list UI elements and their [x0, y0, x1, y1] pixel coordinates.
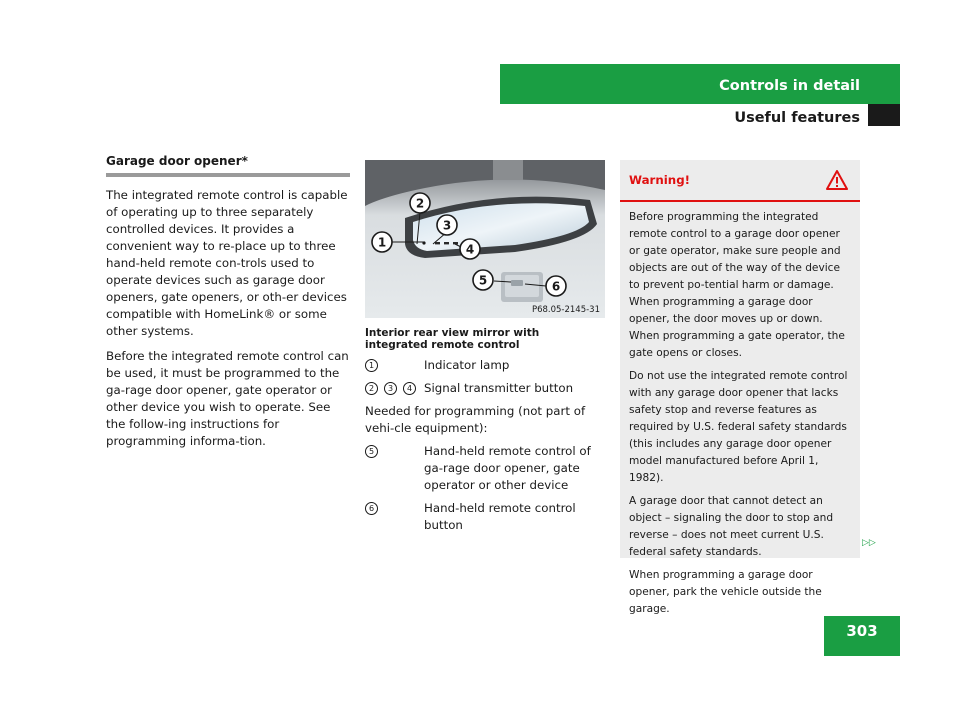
mirror-photo	[365, 160, 605, 318]
legend-item	[365, 443, 607, 494]
heading-rule	[106, 173, 350, 177]
legend-number-5: 5	[365, 445, 378, 458]
section-title: Controls in detail	[719, 78, 860, 94]
warning-paragraph-2: Do not use the integrated remote control with any garage door opener that lacks safety stop and reverse features as required by U.S. federal safety standards (this includes any garage door opener model manufactured before April 1, 1982).	[629, 370, 848, 484]
callout-1: 1	[377, 235, 387, 250]
callout-3: 3	[442, 218, 452, 233]
legend-text-6: Hand-held remote control button	[424, 501, 576, 532]
legend-text-1: Indicator lamp	[424, 358, 510, 372]
continue-icon: ▷▷	[862, 538, 876, 548]
mirror-illustration	[365, 160, 605, 318]
warning-paragraph-3: A garage door that cannot detect an object – signaling the door to stop and reverse – does not meet current U.S. federal safety standards.	[629, 495, 834, 558]
callout-2: 2	[415, 196, 425, 211]
legend-number-3: 3	[384, 382, 397, 395]
warning-body	[620, 202, 860, 618]
garage-door-opener-heading: Garage door opener*	[106, 154, 248, 168]
subsection-title: Useful features	[734, 110, 860, 126]
warning-box	[620, 160, 860, 615]
legend-text-5: Hand-held remote control of ga-rage door opener, gate operator or other device	[424, 444, 591, 492]
legend-item	[365, 357, 607, 374]
header-marker	[868, 104, 900, 126]
callout-5: 5	[478, 273, 488, 288]
callout-6: 6	[551, 279, 561, 294]
figure-caption: Interior rear view mirror with integrated remote control	[365, 327, 540, 351]
legend-number-6: 6	[365, 502, 378, 515]
legend-item	[365, 500, 607, 534]
intro-paragraph: The integrated remote control is capable of operating up to three separately controlled devices. It provides a convenient way to re-place up to three hand-held remote con-trols used to operate devices such as garage door openers, gate openers, or oth-er devices compatible with HomeLink® or some other systems.	[106, 188, 348, 338]
figure-legend	[365, 357, 607, 540]
warning-triangle-icon	[826, 169, 848, 191]
legend-number-4: 4	[403, 382, 416, 395]
legend-number-1: 1	[365, 359, 378, 372]
legend-text-2: Signal transmitter button	[424, 381, 574, 395]
photo-code: P68.05-2145-31	[531, 305, 600, 315]
needed-for-programming: Needed for programming (not part of vehi-cle equipment):	[365, 404, 586, 435]
warning-title: Warning!	[629, 173, 691, 187]
legend-item	[365, 380, 607, 397]
left-column	[106, 154, 350, 458]
programming-paragraph: Before the integrated remote control can be used, it must be programmed to the ga-rage door opener, gate operator or other device you wish to operate. See the follow-ing instructions for programming informa-tion.	[106, 349, 349, 448]
warning-paragraph-1: Before programming the integrated remote control to a garage door opener or gate operator, make sure people and objects are out of the way of the device to prevent po-tential harm or damage. When programming a garage door opener, the door moves up or down. When programming a gate operator, the gate opens or closes.	[629, 211, 845, 359]
legend-number-2: 2	[365, 382, 378, 395]
warning-header	[620, 160, 860, 202]
callout-4: 4	[465, 242, 475, 257]
warning-paragraph-4: When programming a garage door opener, park the vehicle outside the garage.	[629, 569, 822, 615]
page-number: 303	[824, 616, 900, 656]
